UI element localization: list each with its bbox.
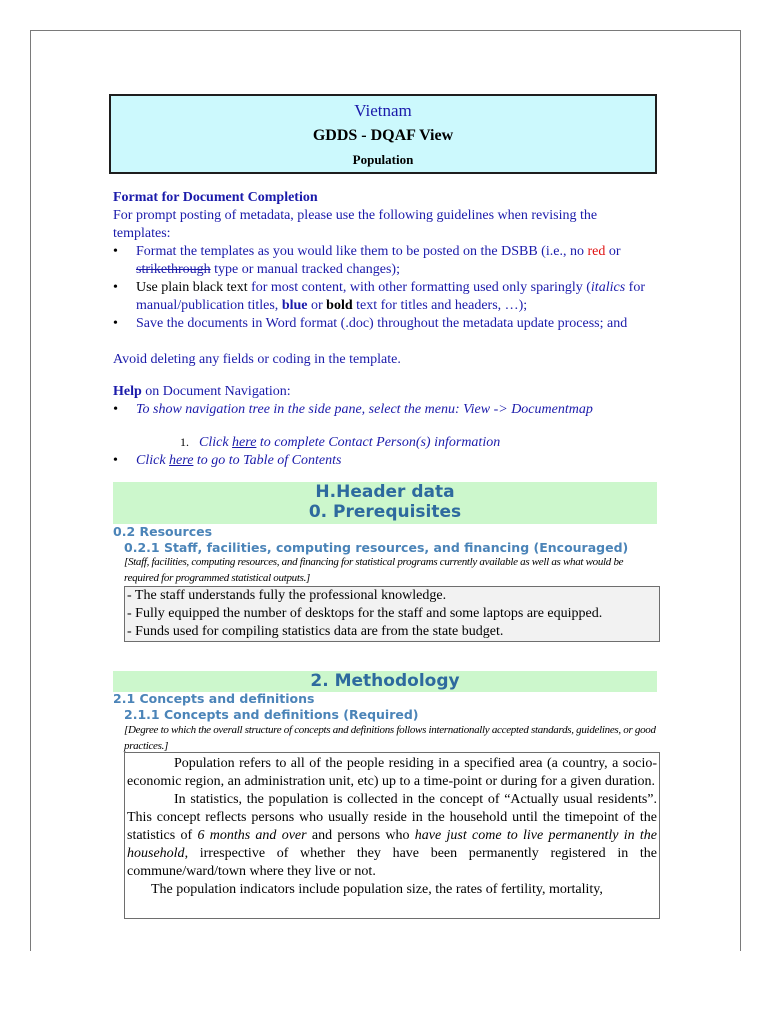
nav-tip-text: To show navigation tree in the side pane, select the menu: View -> Documentmap	[136, 402, 593, 417]
bullet-1-text-a: Format the templates as you would like them to be posted on the DSBB (i.e., no	[136, 244, 588, 259]
country-title: Vietnam	[354, 101, 412, 120]
help-label: Help	[113, 384, 142, 399]
population-indicators: The population indicators include population size, the rates of fertility, mortality,	[151, 882, 603, 897]
topic-title: Population	[352, 152, 414, 167]
heading-staff-facilities: 0.2.1 Staff, facilities, computing resources, and financing (Encouraged)	[124, 540, 629, 555]
contact-here-link[interactable]: here	[232, 435, 257, 450]
bullet-2-text-b: for manual/publication titles,	[136, 280, 645, 313]
strikethrough-sample: strikethrough	[136, 262, 211, 277]
contact-pre: Click	[199, 435, 233, 450]
population-statistics-paragraph	[127, 791, 657, 881]
bullet-2-use: Use	[136, 280, 158, 295]
heading-concepts: 2.1 Concepts and definitions	[113, 691, 315, 706]
population-definition: Population refers to all of the people residing in a specified area (a country, a socio-economic region, an administration unit, etc) up to a time-point or during for a given duration.	[127, 756, 657, 789]
help-heading	[113, 383, 658, 401]
bullet-dot: •	[113, 280, 118, 295]
stats-text-b: and persons who	[306, 828, 415, 843]
toc-here-link[interactable]: here	[169, 453, 194, 468]
concepts-content-box	[124, 752, 660, 919]
heading-resources: 0.2 Resources	[113, 524, 213, 539]
contact-post: to complete Contact Person(s) information	[256, 435, 501, 450]
band-header-data: H.Header data	[315, 482, 455, 502]
format-heading: Format for Document Completion	[113, 190, 318, 205]
toc-post: to go to Table of Contents	[193, 453, 342, 468]
bullet-dot: •	[113, 316, 118, 331]
band-prerequisites: 0. Prerequisites	[308, 502, 462, 522]
guideline-bullet-2	[113, 279, 653, 315]
staff-line-2: - Fully equipped the number of desktops for the staff and some laptops are equipped.	[127, 606, 603, 621]
italics-sample: italics	[590, 280, 626, 295]
staff-line-3: - Funds used for compiling statistics data are from the state budget.	[127, 624, 504, 639]
help-rest: on Document Navigation:	[141, 384, 291, 399]
staff-line-1: - The staff understands fully the professional knowledge.	[127, 588, 447, 603]
bullet-1-text-c: type or manual tracked changes);	[210, 262, 400, 277]
stats-italic-permanent: have just come to live permanently in the household	[127, 828, 657, 861]
title-box	[109, 94, 657, 174]
bullet-1-text-b: or	[605, 244, 621, 259]
view-title: GDDS - DQAF View	[312, 127, 454, 144]
bullet-dot: •	[113, 402, 118, 417]
bullet-2-text-c: or	[307, 298, 327, 313]
heading-concepts-definitions: 2.1.1 Concepts and definitions (Required)	[124, 707, 419, 722]
bold-sample: bold	[326, 298, 353, 313]
red-sample: red	[587, 244, 606, 259]
guideline-bullet-3	[113, 315, 653, 333]
stats-text-c: , irrespective of whether they have been permanently registered in the commune/ward/town where they live or not.	[127, 846, 657, 879]
blue-sample: blue	[281, 298, 308, 313]
staff-content-box	[124, 586, 660, 642]
list-number: 1.	[180, 435, 189, 449]
format-intro: For prompt posting of metadata, please use the following guidelines when revising the templates:	[113, 208, 598, 241]
section-band-prerequisites	[113, 482, 657, 524]
nav-tip-bullet	[113, 401, 653, 419]
toc-pre: Click	[136, 453, 170, 468]
bullet-3-text: Save the documents in Word format (.doc) throughout the metadata update process; and	[136, 316, 628, 331]
bullet-dot: •	[113, 244, 118, 259]
guideline-bullet-1	[113, 243, 653, 279]
section-band-methodology: 2. Methodology	[113, 671, 657, 692]
format-closing: Avoid deleting any fields or coding in the template.	[113, 352, 401, 367]
stats-text-a: In statistics, the population is collected in the concept of “Actually usual residents”. This concept reflects persons who usually reside in the household until the timepoint of the statistics of	[127, 792, 657, 843]
staff-description: [Staff, facilities, computing resources, and financing for statistical programs currently available as well as what would be required for programmed statistical outputs.]	[124, 556, 624, 584]
stats-italic-months: 6 months and over	[197, 828, 307, 843]
contact-item	[180, 433, 650, 452]
bullet-2-text-a: for most content, with other formatting used only sparingly (	[247, 280, 591, 295]
concepts-description: [Degree to which the overall structure of concepts and definitions follows internationally accepted standards, guidelines, or good practices.]	[124, 724, 656, 752]
plain-black-text-sample: plain black text	[157, 280, 248, 295]
bullet-dot: •	[113, 453, 118, 468]
toc-bullet	[113, 452, 653, 470]
bullet-2-text-d: text for titles and headers, …);	[352, 298, 528, 313]
